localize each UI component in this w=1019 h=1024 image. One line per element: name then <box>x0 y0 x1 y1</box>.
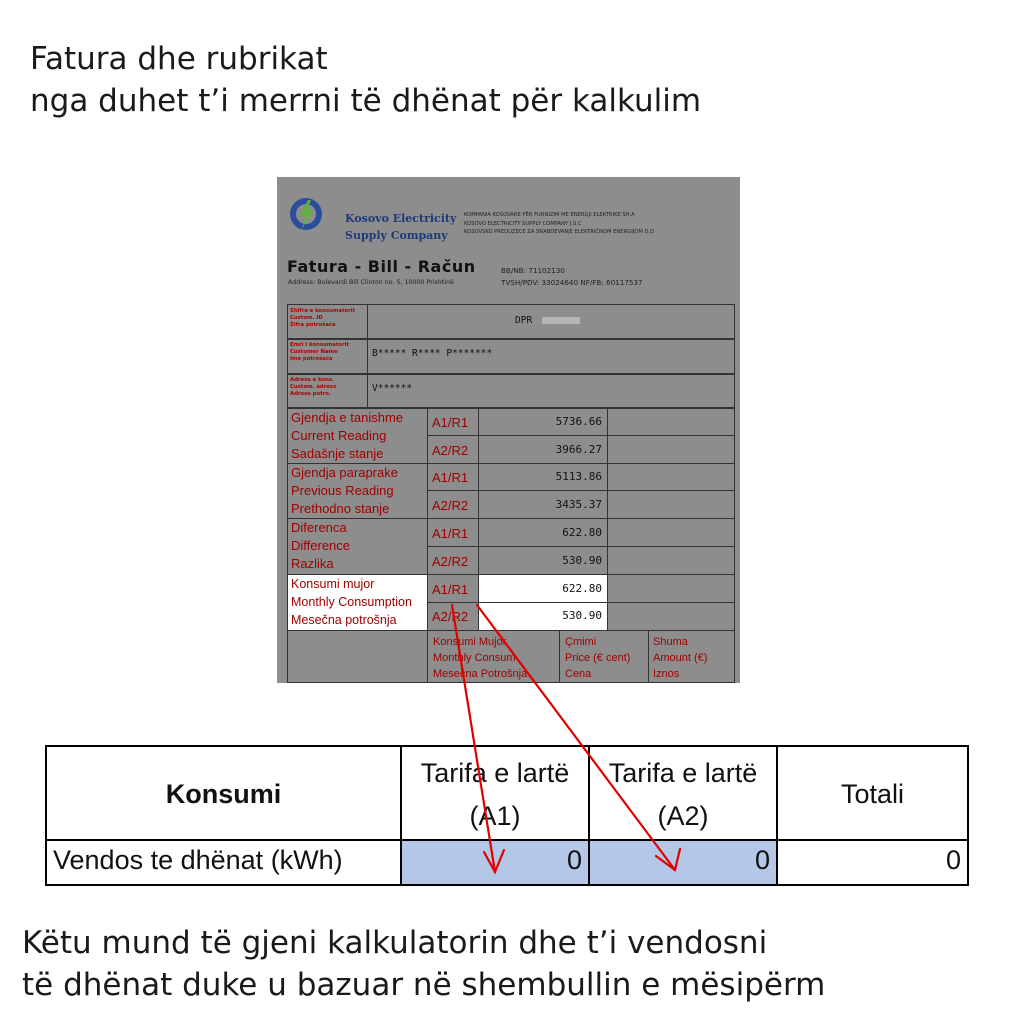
a2-input-field[interactable] <box>588 839 778 886</box>
monthly-a2-value: 530.90 <box>562 609 602 622</box>
code-a1-diff: A1/R1 <box>432 526 469 541</box>
total-header: Totali <box>840 779 905 809</box>
header-konsumi-cell <box>45 745 402 841</box>
a1-input-value: 0 <box>566 845 582 875</box>
footer-line-2: të dhënat duke u bazuar në shembullin e mësipërm <box>22 967 826 1003</box>
current-reading-label: Gjendja e tanishme Current Reading Sadašnje stanje <box>291 410 404 461</box>
a2-header-line2: (A2) <box>657 801 709 831</box>
current-a1-value: 5736.66 <box>555 415 602 428</box>
code-a2-current: A2/R2 <box>432 443 469 458</box>
heading-line-1: Fatura dhe rubrikat <box>30 41 328 77</box>
customer-name-label: Emri i konsumatorit Customer Name Ime potrošača <box>290 342 350 362</box>
customer-name-row <box>287 339 735 374</box>
redaction-blur <box>542 317 580 324</box>
difference-label: Diferenca Difference Razlika <box>291 520 351 571</box>
bill-ids: BB/NB: 71102130 TVSH/PDV: 33024640 NF/FB: 60117537 <box>501 266 643 287</box>
monthly-consumption-label: Konsumi mujor Monthly Consumption Mesečna potrošnja <box>291 577 412 627</box>
header-total-cell <box>776 745 969 841</box>
consumption-column-header: Konsumi Mujor Monthly Consum Mesečna Potrošnja <box>433 636 528 680</box>
price-column-header: Çmimi Price (€ cent) Cena <box>565 636 631 680</box>
monthly-a1-value: 622.80 <box>562 582 602 595</box>
instructions-heading <box>30 38 701 122</box>
address-value: V****** <box>372 383 413 394</box>
diff-a1-value: 622.80 <box>562 526 602 539</box>
total-value-cell <box>776 839 969 886</box>
consumption-calculator <box>45 745 969 886</box>
previous-a2-value: 3435.37 <box>555 498 602 511</box>
customer-id-value: DPR <box>515 315 580 326</box>
input-row-label-cell <box>45 839 402 886</box>
a1-input-field[interactable] <box>400 839 590 886</box>
address-row <box>287 374 735 408</box>
heading-line-2: nga duhet t’i merrni të dhënat për kalkulim <box>30 83 702 119</box>
company-names: KOMPANIA KOSOVARE PËR FURNIZIM ME ENERGJI ELEKTRIKE SH.A KOSOVO ELECTRICITY SUPPLY COMPANY J.S.C KOSOVSKO PREDUZECE ZA SNABDEVANJE ELEKTRIČNOM ENERGIJOM D.D <box>464 212 655 235</box>
previous-reading-label: Gjendja paraprake Previous Reading Prethodno stanje <box>291 465 398 516</box>
code-a2-diff: A2/R2 <box>432 554 469 569</box>
header-a2-cell <box>588 745 778 841</box>
bill-address: Address: Bulevardi Bill Clinton no. 5, 10000 Prishtinë <box>288 279 454 286</box>
footer-line-1: Këtu mund të gjeni kalkulatorin dhe t’i vendosni <box>22 925 768 961</box>
bill-title: Fatura - Bill - Račun <box>287 257 476 276</box>
input-row-label: Vendos te dhënat (kWh) <box>53 845 343 875</box>
header-a1-cell <box>400 745 590 841</box>
instructions-footer <box>22 922 825 1006</box>
bill-image <box>277 177 740 683</box>
amount-column-header: Shuma Amount (€) Iznos <box>653 636 708 680</box>
code-a2-previous: A2/R2 <box>432 498 469 513</box>
a1-header-line2: (A1) <box>469 801 521 831</box>
konsumi-header: Konsumi <box>165 779 282 809</box>
diff-a2-value: 530.90 <box>562 554 602 567</box>
code-a1-monthly: A1/R1 <box>432 582 469 597</box>
total-value: 0 <box>945 845 961 875</box>
code-a2-monthly: A2/R2 <box>432 609 469 624</box>
address-label: Adresa e kons. Custom. adress Adresa potro. <box>290 377 337 397</box>
code-a1-previous: A1/R1 <box>432 470 469 485</box>
code-a1-current: A1/R1 <box>432 415 469 430</box>
a2-input-value: 0 <box>754 845 770 875</box>
brand-name: Kosovo Electricity Supply Company <box>345 212 457 242</box>
a1-header-line1: Tarifa e lartë <box>420 758 570 788</box>
previous-a1-value: 5113.86 <box>555 470 602 483</box>
kosovo-electricity-logo-icon <box>288 196 324 232</box>
customer-id-label: Shifra e konsumatorit Custom. ID Šifra potrošača <box>290 308 356 328</box>
customer-name-value: B***** R**** P******* <box>372 348 493 359</box>
a2-header-line1: Tarifa e lartë <box>608 758 758 788</box>
current-a2-value: 3966.27 <box>555 443 602 456</box>
